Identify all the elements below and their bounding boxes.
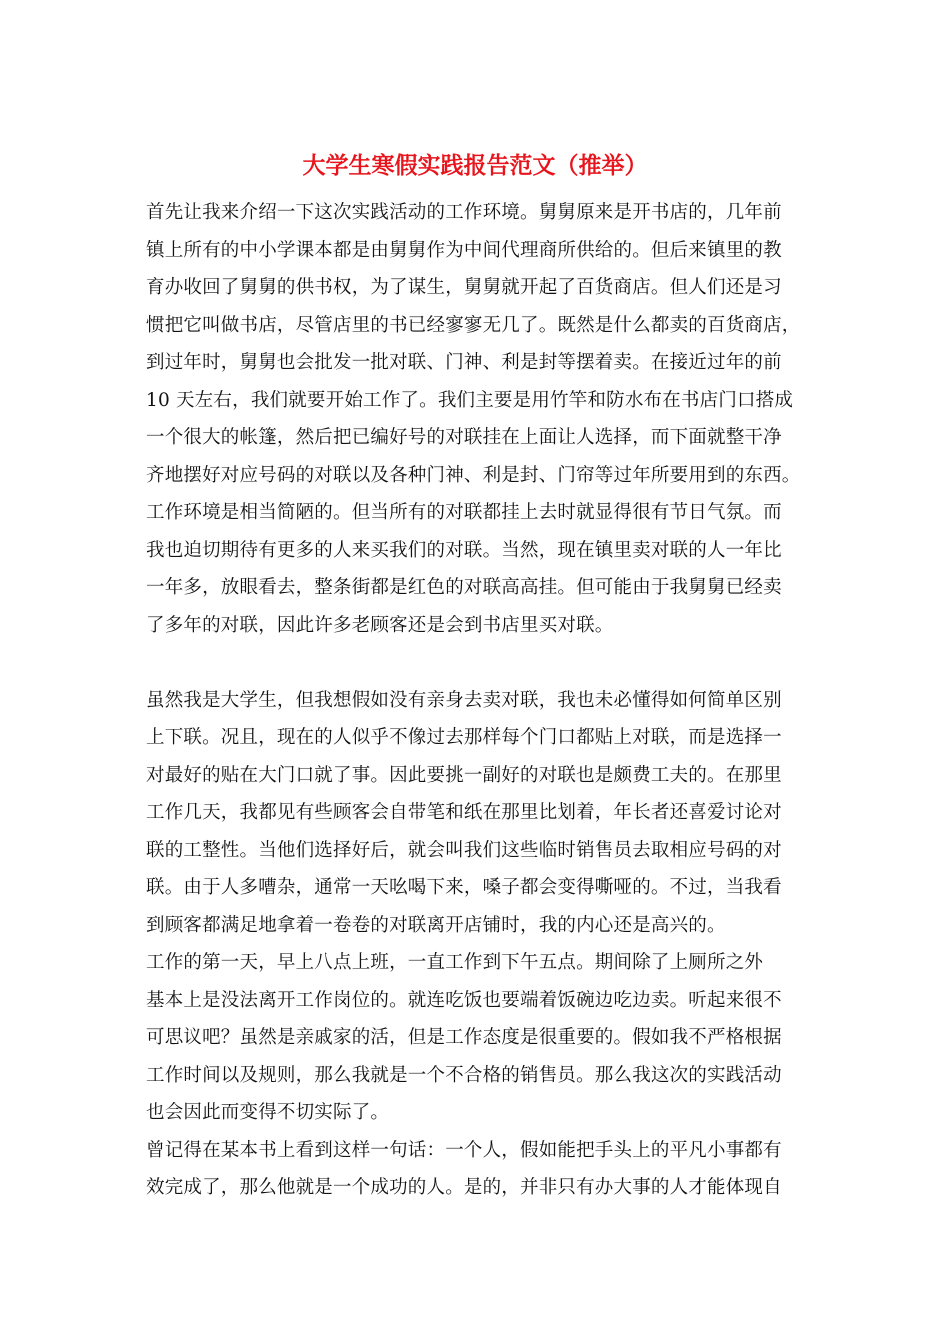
document-title: 大学生寒假实践报告范文（推举） bbox=[302, 152, 648, 179]
paragraph-line: 到过年时，舅舅也会批发一批对联、门神、利是封等摆着卖。在接近过年的前 bbox=[146, 352, 782, 373]
paragraph-line: 可思议吧？虽然是亲戚家的活，但是工作态度是很重要的。假如我不严格根据 bbox=[146, 1027, 782, 1048]
paragraph-line: 工作时间以及规则，那么我就是一个不合格的销售员。那么我这次的实践活动 bbox=[146, 1065, 782, 1086]
paragraph-line: 曾记得在某本书上看到这样一句话：一个人，假如能把手头上的平凡小事都有 bbox=[146, 1140, 782, 1161]
paragraph-line: 也会因此而变得不切实际了。 bbox=[146, 1102, 390, 1123]
paragraph-line: 联的工整性。当他们选择好后，就会叫我们这些临时销售员去取相应号码的对 bbox=[146, 840, 782, 861]
paragraph-line: 基本上是没法离开工作岗位的。就连吃饭也要端着饭碗边吃边卖。听起来很不 bbox=[146, 990, 782, 1011]
paragraph-line: 我也迫切期待有更多的人来买我们的对联。当然，现在镇里卖对联的人一年比 bbox=[146, 540, 782, 561]
paragraph-line: 一年多，放眼看去，整条街都是红色的对联高高挂。但可能由于我舅舅已经卖 bbox=[146, 577, 782, 598]
paragraph-line: 了多年的对联，因此许多老顾客还是会到书店里买对联。 bbox=[146, 615, 614, 636]
paragraph-line: 育办收回了舅舅的供书权，为了谋生，舅舅就开起了百货商店。但人们还是习 bbox=[146, 277, 782, 298]
paragraph-line: 到顾客都满足地拿着一卷卷的对联离开店铺时，我的内心还是高兴的。 bbox=[146, 915, 726, 936]
paragraph-line: 镇上所有的中小学课本都是由舅舅作为中间代理商所供给的。但后来镇里的教 bbox=[146, 240, 782, 261]
paragraph-line: 虽然我是大学生，但我想假如没有亲身去卖对联，我也未必懂得如何简单区别 bbox=[146, 690, 782, 711]
paragraph-line: 效完成了，那么他就是一个成功的人。是的，并非只有办大事的人才能体现自 bbox=[146, 1177, 782, 1198]
paragraph-line: 首先让我来介绍一下这次实践活动的工作环境。舅舅原来是开书店的，几年前 bbox=[146, 202, 782, 223]
paragraph-line: 对最好的贴在大门口就了事。因此要挑一副好的对联也是颇费工夫的。在那里 bbox=[146, 765, 782, 786]
paragraph-line: 联。由于人多嘈杂，通常一天吆喝下来，嗓子都会变得嘶哑的。不过，当我看 bbox=[146, 877, 782, 898]
paragraph-line: 一个很大的帐篷，然后把已编好号的对联挂在上面让人选择，而下面就整干净 bbox=[146, 427, 782, 448]
paragraph-line: 上下联。况且，现在的人似乎不像过去那样每个门口都贴上对联，而是选择一 bbox=[146, 727, 782, 748]
paragraph-line: 工作的第一天，早上八点上班，一直工作到下午五点。期间除了上厕所之外 bbox=[146, 952, 764, 973]
paragraph-line: 齐地摆好对应号码的对联以及各种门神、利是封、门帘等过年所要用到的东西。 bbox=[146, 465, 801, 486]
paragraph-line: 工作环境是相当简陋的。但当所有的对联都挂上去时就显得很有节日气氛。而 bbox=[146, 502, 782, 523]
paragraph-line: 惯把它叫做书店，尽管店里的书已经寥寥无几了。既然是什么都卖的百货商店， bbox=[146, 315, 801, 336]
paragraph-line: 工作几天，我都见有些顾客会自带笔和纸在那里比划着，年长者还喜爱讨论对 bbox=[146, 802, 782, 823]
paragraph-line: 10 天左右，我们就要开始工作了。我们主要是用竹竿和防水布在书店门口搭成 bbox=[146, 390, 794, 411]
